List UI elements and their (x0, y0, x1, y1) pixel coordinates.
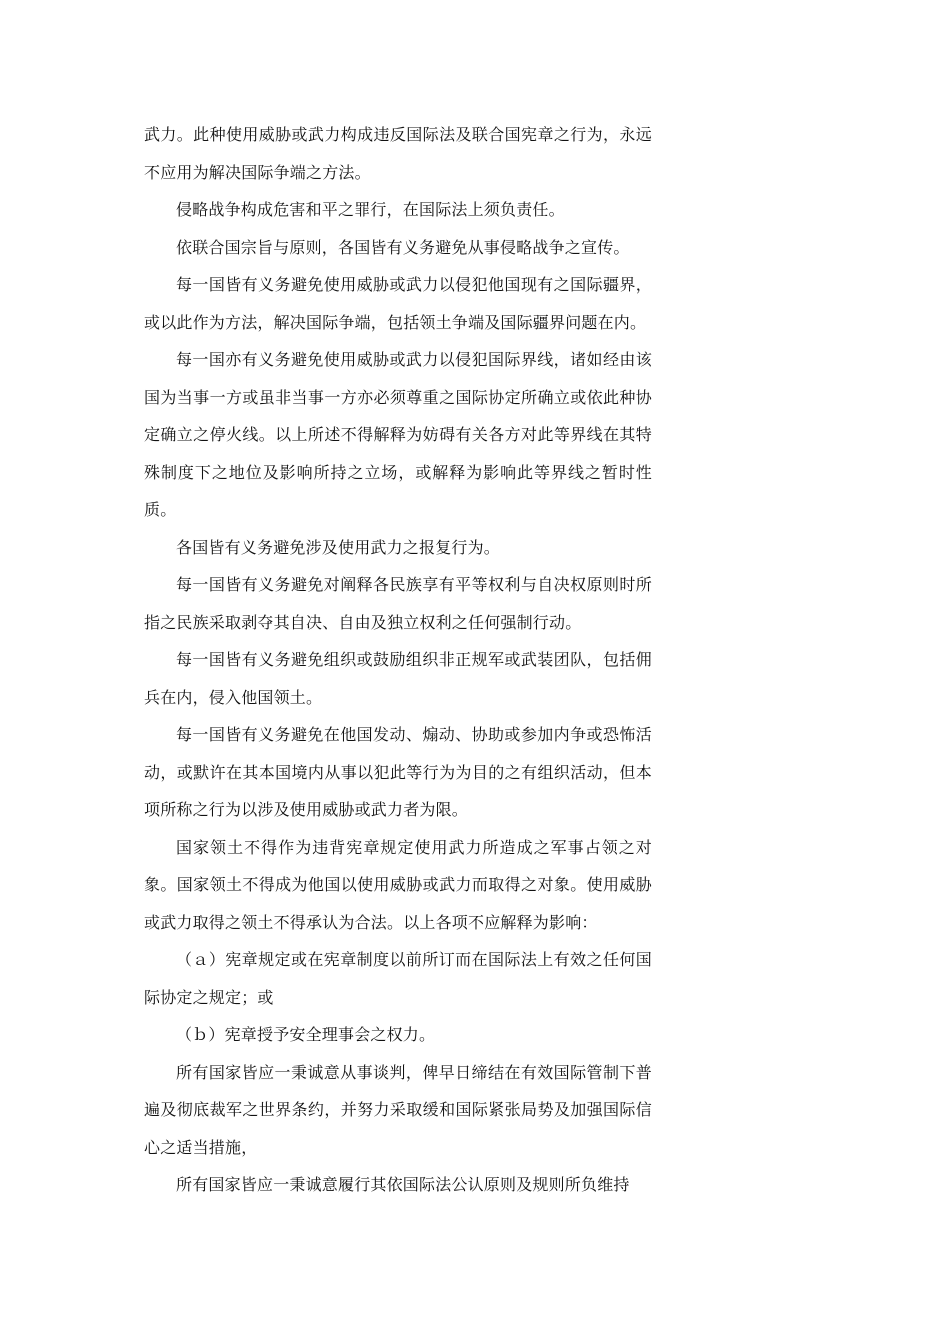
paragraph: 依联合国宗旨与原则，各国皆有义务避免从事侵略战争之宣传。 (176, 237, 630, 257)
paragraph: 每一国皆有义务避免组织或鼓励组织非正规军或武装团队，包括佣兵在内，侵入他国领土。 (144, 650, 652, 707)
paragraph: 每一国皆有义务避免对阐释各民族享有平等权利与自决权原则时所指之民族采取剥夺其自决、自由及独立权利之任何强制行动。 (144, 575, 652, 632)
paragraph: 每一国皆有义务避免在他国发动、煽动、协助或参加内争或恐怖活动，或默许在其本国境内从事以犯此等行为为目的之有组织活动，但本项所称之行为以涉及使用威胁或武力者为限。 (144, 725, 652, 819)
list-item-b: （ｂ）宪章授予安全理事会之权力。 (176, 1025, 436, 1044)
paragraph: 每一国亦有义务避免使用威胁或武力以侵犯国际界线，诸如经由该国为当事一方或虽非当事一方亦必须尊重之国际协定所确立或依此种协定确立之停火线。以上所述不得解释为妨碍有关各方对此等界线在其特殊制度下之地位及影响所持之立场，或解释为影响此等界线之暂时性质。 (144, 350, 652, 519)
paragraph: 每一国皆有义务避免使用威胁或武力以侵犯他国现有之国际疆界，或以此作为方法，解决国际争端，包括领土争端及国际疆界问题在内。 (144, 275, 652, 332)
paragraph: 所有国家皆应一秉诚意从事谈判，俾早日缔结在有效国际管制下普遍及彻底裁军之世界条约，并努力采取缓和国际紧张局势及加强国际信心之适当措施， (144, 1062, 652, 1157)
paragraph-truncated: 所有国家皆应一秉诚意履行其依国际法公认原则及规则所负维持 (176, 1175, 630, 1194)
document-body (144, 116, 652, 1204)
paragraph: 国家领土不得作为违背宪章规定使用武力所造成之军事占领之对象。国家领土不得成为他国以使用威胁或武力而取得之对象。使用威胁或武力取得之领土不得承认为合法。以上各项不应解释为影响： (144, 837, 652, 932)
paragraph: 侵略战争构成危害和平之罪行，在国际法上须负责任。 (176, 200, 565, 219)
list-item-a: （ａ）宪章规定或在宪章制度以前所订而在国际法上有效之任何国际协定之规定；或 (144, 950, 652, 1007)
paragraph: 各国皆有义务避免涉及使用武力之报复行为。 (176, 537, 501, 557)
paragraph-continuation: 武力。此种使用威胁或武力构成违反国际法及联合国宪章之行为，永远不应用为解决国际争端之方法。 (144, 125, 652, 182)
